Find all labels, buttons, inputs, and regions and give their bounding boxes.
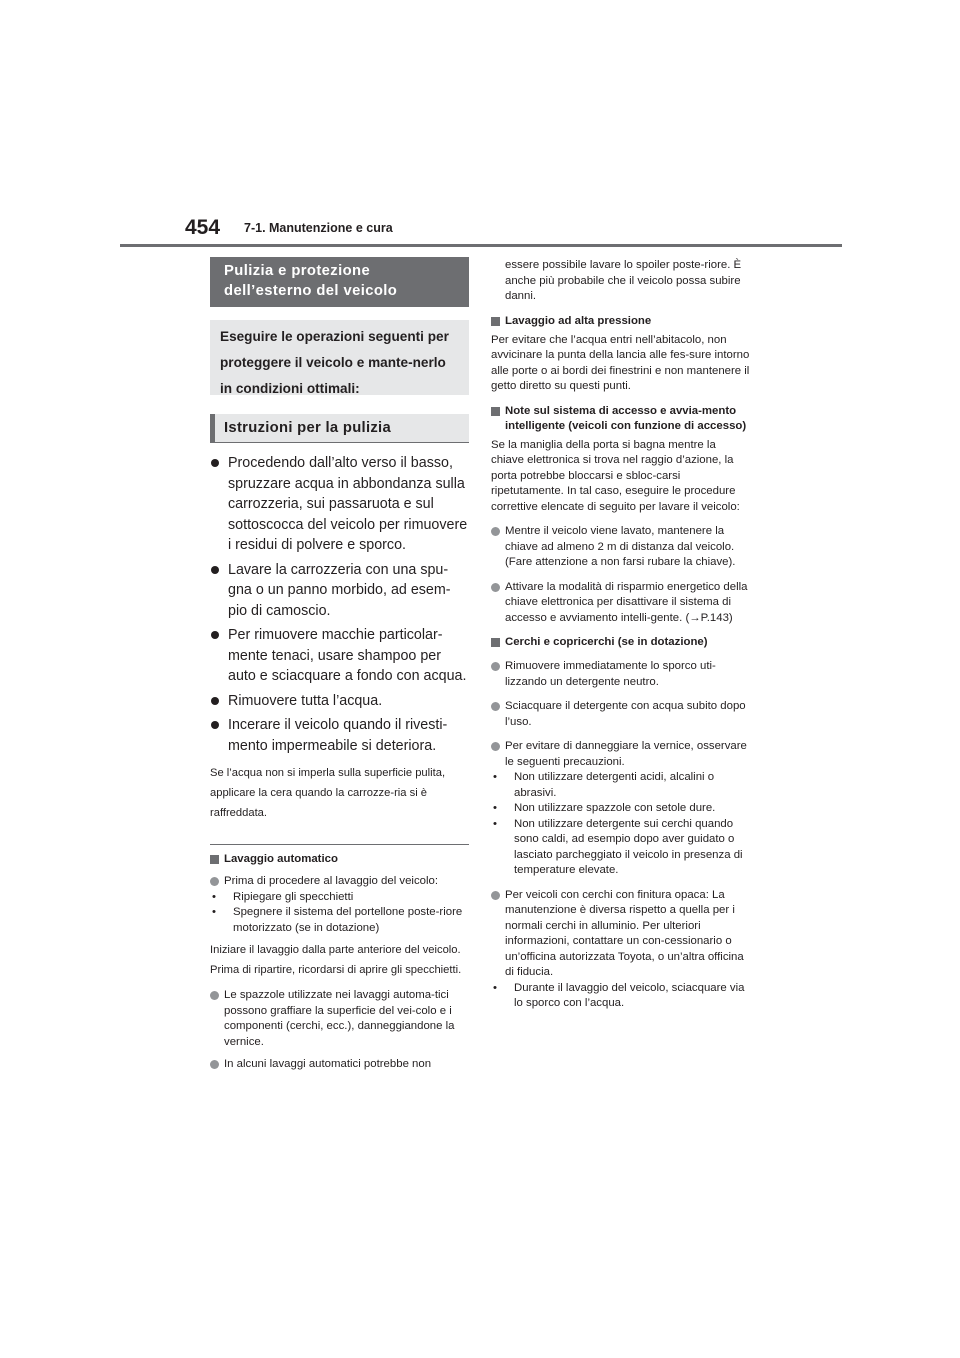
right-column [491, 258, 751, 1012]
auto-wash-paragraph: Iniziare il lavaggio dalla parte anteriore del veicolo. Prima di ripartire, ricordarsi di aprire gli specchietti. [210, 944, 462, 976]
circle-bullet-icon [491, 742, 500, 751]
list-item: • Non utilizzare spazzole con setole dure. [493, 802, 716, 814]
square-bullet-icon [491, 407, 500, 416]
section-heading: Pulizia e protezione dell’esterno del veicolo [210, 257, 469, 307]
list-item: In alcuni lavaggi automatici potrebbe non [210, 1057, 469, 1073]
bullet-icon [211, 631, 219, 639]
cleaning-steps [210, 453, 469, 756]
left-column [210, 257, 469, 1073]
list-item: Procedendo dall’alto verso il basso, spruzzare acqua in abbondanza sulla carrozzeria, sui passaruota e sul sottoscocca del veicolo per rimuovere i residui di polvere e sporco. [210, 453, 469, 556]
list-item: Per rimuovere macchie particolar-mente tenaci, usare shampoo per auto e sciacquare a fondo con acqua. [210, 625, 469, 687]
high-pressure-heading: Lavaggio ad alta pressione [491, 314, 751, 329]
sub-list [491, 770, 751, 879]
list-item: • Durante il lavaggio del veicolo, sciacquare via lo sporco con l’acqua. [493, 981, 745, 1009]
header-divider [120, 244, 842, 247]
circle-bullet-icon [491, 662, 500, 671]
circle-bullet-icon [210, 877, 219, 886]
list-item: Prima di procedere al lavaggio del veicolo: • Ripiegare gli specchietti • Spegnere il sistema del portellone poste-riore motorizzato (se in dotazione) [210, 874, 469, 936]
sub-list [210, 890, 469, 937]
continued-text: essere possibile lavare lo spoiler poste-riore. È anche più probabile che il veicolo possa subire danni. [505, 259, 742, 302]
circle-bullet-icon [210, 1060, 219, 1069]
bullet-icon [211, 721, 219, 729]
smart-key-heading: Note sul sistema di accesso e avvia-mento intelligente (veicoli con funzione di accesso) [491, 404, 751, 434]
intro-box: Eseguire le operazioni seguenti per proteggere il veicolo e mante-nerlo in condizioni ottimali: [210, 320, 469, 395]
high-pressure-text: Per evitare che l’acqua entri nell’abitacolo, non avvicinare la punta della lancia alle fes-sure intorno alle porte o ai bordi dei finestrini e non mantenere il getto diretto su questi punti. [491, 333, 750, 392]
circle-bullet-icon [210, 991, 219, 1000]
divider [210, 844, 469, 845]
list-item: Incerare il veicolo quando il rivesti-mento impermeabile si deteriora. [210, 715, 469, 756]
circle-bullet-icon [491, 891, 500, 900]
auto-wash-heading: Lavaggio automatico [210, 852, 469, 867]
sub-list [491, 981, 751, 1012]
bullet-icon [211, 697, 219, 705]
square-bullet-icon [491, 638, 500, 647]
wax-note: Se l’acqua non si imperla sulla superficie pulita, applicare la cera quando la carrozze-ria si è raffreddata. [210, 767, 446, 819]
circle-bullet-icon [491, 583, 500, 592]
list-item: Sciacquare il detergente con acqua subito dopo l’uso. [491, 699, 751, 730]
list-item: • Ripiegare gli specchietti [212, 890, 354, 903]
page-number: 454 [185, 216, 221, 239]
smart-key-text: Se la maniglia della porta si bagna mentre la chiave elettronica si trova nel raggio d’azione, la porta potrebbe bloccarsi e sbloc-carsi ripetutamente. In tal caso, eseguire le procedure correttive elencate di seguito per lavare il veicolo: [491, 438, 740, 513]
list-item: • Spegnere il sistema del portellone poste-riore motorizzato (se in dotazione) [212, 906, 463, 934]
circle-bullet-icon [491, 702, 500, 711]
square-bullet-icon [491, 317, 500, 326]
instructions-heading: Istruzioni per la pulizia [210, 414, 469, 443]
list-item: Per evitare di danneggiare la vernice, osservare le seguenti precauzioni. • Non utilizzare detergenti acidi, alcalini o abrasivi. • Non utilizzare spazzole con setole dure. • Non utilizzare detergente sui cerchi quando sono caldi, ad esempio dopo aver guidato o lasciato parcheggiato il veicolo in presenza di temperature elevate. [491, 739, 751, 879]
list-item: • Non utilizzare detergenti acidi, alcalini o abrasivi. [493, 771, 715, 799]
list-item: Per veicoli con cerchi con finitura opaca: La manutenzione è diversa rispetto a quella per i normali cerchi in alluminio. Per ulteriori informazioni, contattare un con-cessionario o un’officina autorizzata Toyota, o un’altra officina di fiducia. • Durante il lavaggio del veicolo, sciacquare via lo sporco con l’acqua. [491, 888, 751, 1012]
list-item: Rimuovere immediatamente lo sporco uti-lizzando un detergente neutro. [491, 659, 751, 690]
list-item: Attivare la modalità di risparmio energetico della chiave elettronica per disattivare il sistema di accesso e avviamento intelli-gente. (→P.143) [491, 580, 751, 627]
bullet-icon [211, 566, 219, 574]
chapter-title: 7-1. Manutenzione e cura [244, 221, 393, 235]
list-item: Mentre il veicolo viene lavato, mantenere la chiave ad almeno 2 m di distanza dal veicolo. (Fare attenzione a non farsi rubare la chiave). [491, 524, 751, 571]
list-item: Rimuovere tutta l’acqua. [210, 691, 469, 712]
bullet-icon [211, 459, 219, 467]
list-item: Le spazzole utilizzate nei lavaggi automa-tici possono graffiare la superficie del vei-colo e i componenti (cerchi, ecc.), danneggiandone la vernice. [210, 988, 469, 1050]
wheels-heading: Cerchi e copricerchi (se in dotazione) [491, 635, 751, 650]
square-bullet-icon [210, 855, 219, 864]
list-item: • Non utilizzare detergente sui cerchi quando sono caldi, ad esempio dopo aver guidato o lasciato parcheggiato il veicolo in presenza di temperature elevate. [493, 817, 743, 876]
list-item: Lavare la carrozzeria con una spu-gna o un panno morbido, ad esem-pio di camoscio. [210, 560, 469, 622]
circle-bullet-icon [491, 527, 500, 536]
